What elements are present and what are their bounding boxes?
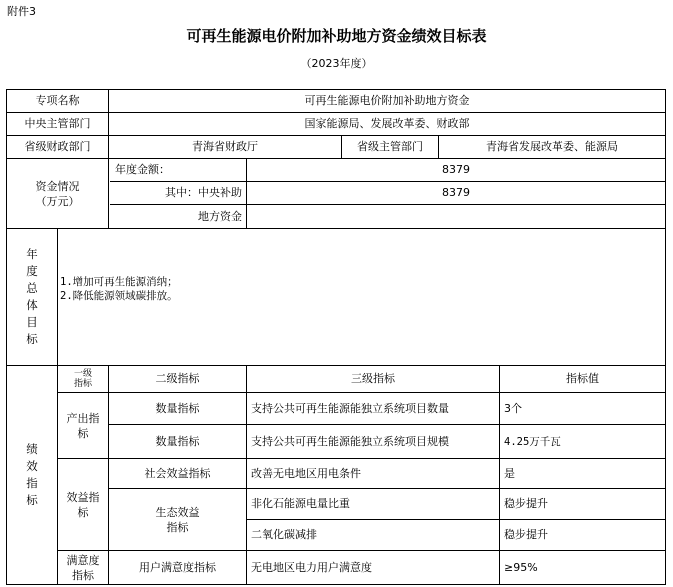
level2-eco-line1: 生态效益 <box>155 505 200 519</box>
attachment-label: 附件3 <box>7 5 36 18</box>
header-value: 指标值 <box>566 372 599 385</box>
annual-goal-char: 年 <box>26 247 38 261</box>
project-name-label: 专项名称 <box>35 94 80 107</box>
indicator-row-6: 无电地区电力用户满意度 <box>251 560 372 574</box>
level2-quantity-1: 数量指标 <box>155 401 200 415</box>
prov-finance-value: 青海省财政厅 <box>192 140 258 153</box>
central-subsidy-value: 8379 <box>442 186 470 199</box>
level2-social: 社会效益指标 <box>144 466 211 480</box>
value-row-3: 是 <box>504 466 515 480</box>
year-note: （2023年度） <box>300 57 373 70</box>
annual-amount-value: 8379 <box>442 163 470 176</box>
annual-goal-item: 1.增加可再生能源消纳； <box>60 276 178 288</box>
performance-label <box>7 366 57 584</box>
indicator-row-3: 改善无电地区用电条件 <box>251 466 361 480</box>
local-funds-value <box>247 205 665 228</box>
indicator-row-1: 支持公共可再生能源能独立系统项目数量 <box>251 401 449 415</box>
level1-satisfaction-line1: 满意度 <box>66 553 100 567</box>
annual-goal-content <box>60 275 178 303</box>
level1-output-line2: 标 <box>77 426 89 440</box>
funds-label <box>7 159 108 228</box>
level1-output <box>58 393 108 458</box>
prov-dept-value: 青海省发展改革委、能源局 <box>486 140 618 153</box>
header-level3: 三级指标 <box>351 372 395 385</box>
value-row-4: 稳步提升 <box>504 497 548 510</box>
prov-finance-label: 省级财政部门 <box>24 140 91 153</box>
header-level1-line1: 一级 <box>73 369 92 379</box>
level2-eco-line2: 指标 <box>166 520 189 534</box>
performance-char: 效 <box>26 459 38 473</box>
value-row-1: 3个 <box>504 401 522 415</box>
performance-char: 绩 <box>26 442 38 456</box>
indicator-row-5: 二氧化碳减排 <box>251 528 317 541</box>
header-level1 <box>58 366 108 392</box>
project-name-value: 可再生能源电价附加补助地方资金 <box>304 94 470 107</box>
level1-satisfaction-line2: 指标 <box>72 568 94 582</box>
annual-goal-char: 目 <box>26 315 38 329</box>
level1-satisfaction <box>58 551 108 584</box>
prov-dept-label: 省级主管部门 <box>357 140 423 153</box>
value-row-6: ≥95% <box>504 560 538 574</box>
performance-char: 标 <box>26 493 38 507</box>
level2-quantity-2: 数量指标 <box>155 434 200 448</box>
level2-user-satisfaction: 用户满意度指标 <box>139 560 216 574</box>
value-row-5: 稳步提升 <box>504 528 548 541</box>
central-dept-value: 国家能源局、发展改革委、财政部 <box>304 117 470 130</box>
level1-benefit <box>58 459 108 550</box>
central-dept-label: 中央主管部门 <box>24 117 91 130</box>
page-title: 可再生能源电价附加补助地方资金绩效目标表 <box>186 27 487 45</box>
header-level1-line2: 指标 <box>73 379 92 389</box>
annual-goal-item: 2.降低能源领域碳排放。 <box>60 290 178 302</box>
level1-output-line1: 产出指 <box>66 411 100 425</box>
indicator-row-2: 支持公共可再生能源能独立系统项目规模 <box>251 434 449 448</box>
annual-goal-char: 标 <box>26 332 38 346</box>
local-funds-label: 地方资金 <box>198 209 242 223</box>
funds-label-line1: 资金情况 <box>35 179 80 193</box>
performance-char: 指 <box>26 476 38 490</box>
central-subsidy-label: 其中：中央补助 <box>165 186 242 199</box>
header-level2: 二级指标 <box>155 372 200 385</box>
annual-goal-char: 总 <box>26 281 38 295</box>
level2-eco <box>109 489 246 550</box>
level1-benefit-line2: 标 <box>77 505 89 519</box>
annual-goal-char: 度 <box>26 264 38 278</box>
annual-goal-label <box>7 229 57 365</box>
annual-goal-char: 体 <box>26 298 38 312</box>
indicator-row-4: 非化石能源电量比重 <box>251 497 350 510</box>
annual-amount-label: 年度金额： <box>115 163 170 176</box>
funds-label-line2: （万元） <box>35 194 80 208</box>
value-row-2: 4.25万千瓦 <box>504 435 561 448</box>
level1-benefit-line1: 效益指 <box>66 490 100 504</box>
